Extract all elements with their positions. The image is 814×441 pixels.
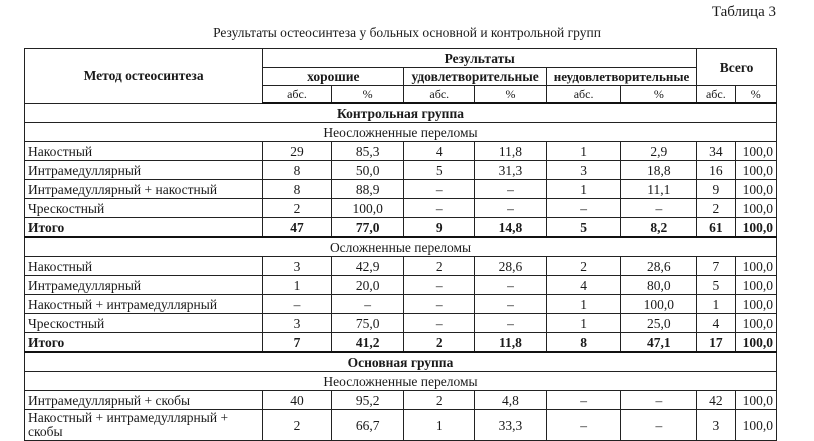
cell-total-pct: 100,0 (735, 161, 776, 180)
cell-total-abs: 7 (697, 257, 735, 276)
cell-satisfactory-pct: – (475, 295, 547, 314)
cell-total-abs: 4 (697, 314, 735, 333)
cell-satisfactory-pct: 11,8 (475, 333, 547, 353)
header-abs: абс. (697, 86, 735, 104)
cell-unsatisfactory-abs: 8 (546, 333, 621, 353)
table-row (25, 142, 777, 161)
cell-good-abs: 47 (263, 218, 332, 238)
cell-total-abs: 5 (697, 276, 735, 295)
cell-unsatisfactory-abs: 1 (546, 142, 621, 161)
cell-total-abs: 2 (697, 199, 735, 218)
cell-unsatisfactory-pct: 25,0 (621, 314, 697, 333)
cell-good-pct: 88,9 (331, 180, 404, 199)
cell-satisfactory-abs: 1 (404, 410, 475, 441)
cell-satisfactory-pct: 31,3 (475, 161, 547, 180)
cell-good-abs: 29 (263, 142, 332, 161)
cell-good-pct: 100,0 (331, 199, 404, 218)
header-abs: абс. (263, 86, 332, 104)
cell-good-abs: 8 (263, 180, 332, 199)
cell-method: Итого (25, 333, 263, 353)
cell-good-pct: 85,3 (331, 142, 404, 161)
table-row (25, 391, 777, 410)
cell-good-pct: 66,7 (331, 410, 404, 441)
cell-satisfactory-abs: 2 (404, 257, 475, 276)
cell-total-pct: 100,0 (735, 142, 776, 161)
cell-unsatisfactory-pct: 47,1 (621, 333, 697, 353)
cell-total-pct: 100,0 (735, 314, 776, 333)
cell-satisfactory-pct: 28,6 (475, 257, 547, 276)
cell-satisfactory-abs: 9 (404, 218, 475, 238)
header-method: Метод остеосинтеза (25, 49, 263, 104)
cell-total-abs: 61 (697, 218, 735, 238)
total-row (25, 333, 777, 353)
cell-method: Чрескостный (25, 199, 263, 218)
cell-good-pct: 20,0 (331, 276, 404, 295)
cell-good-pct: 41,2 (331, 333, 404, 353)
section-main: Основная группа (25, 352, 777, 372)
cell-good-abs: 7 (263, 333, 332, 353)
cell-good-pct: 95,2 (331, 391, 404, 410)
header-abs: абс. (404, 86, 475, 104)
cell-total-abs: 9 (697, 180, 735, 199)
cell-unsatisfactory-abs: – (546, 410, 621, 441)
cell-unsatisfactory-abs: 3 (546, 161, 621, 180)
cell-satisfactory-abs: – (404, 199, 475, 218)
header-good: хорошие (263, 68, 404, 86)
cell-total-pct: 100,0 (735, 257, 776, 276)
cell-total-pct: 100,0 (735, 276, 776, 295)
cell-unsatisfactory-abs: 2 (546, 257, 621, 276)
cell-total-abs: 3 (697, 410, 735, 441)
table-caption: Результаты остеосинтеза у больных основной и контрольной групп (213, 25, 601, 40)
table-number: Таблица 3 (711, 4, 776, 20)
cell-method: Интрамедуллярный (25, 161, 263, 180)
cell-method: Итого (25, 218, 263, 238)
header-abs: абс. (546, 86, 621, 104)
total-row (25, 218, 777, 238)
cell-unsatisfactory-abs: – (546, 391, 621, 410)
cell-good-abs: 3 (263, 314, 332, 333)
cell-good-abs: 2 (263, 199, 332, 218)
cell-total-pct: 100,0 (735, 218, 776, 238)
cell-method: Накостный + интрамедуллярный (25, 295, 263, 314)
cell-total-pct: 100,0 (735, 410, 776, 441)
header-total: Всего (697, 49, 777, 86)
header-unsatisfactory: неудовлетворительные (546, 68, 696, 86)
section-uncomplicated: Неосложненные переломы (25, 123, 777, 142)
cell-total-abs: 16 (697, 161, 735, 180)
cell-total-pct: 100,0 (735, 333, 776, 353)
cell-total-pct: 100,0 (735, 295, 776, 314)
cell-satisfactory-pct: – (475, 199, 547, 218)
table-row (25, 295, 777, 314)
cell-unsatisfactory-pct: – (621, 199, 697, 218)
cell-unsatisfactory-pct: – (621, 391, 697, 410)
cell-method: Чрескостный (25, 314, 263, 333)
cell-total-abs: 34 (697, 142, 735, 161)
header-results: Результаты (263, 49, 697, 68)
cell-satisfactory-abs: 2 (404, 391, 475, 410)
header-pct: % (621, 86, 697, 104)
cell-satisfactory-abs: – (404, 180, 475, 199)
cell-unsatisfactory-pct: 80,0 (621, 276, 697, 295)
results-table (24, 48, 777, 441)
cell-satisfactory-pct: 33,3 (475, 410, 547, 441)
cell-satisfactory-pct: 11,8 (475, 142, 547, 161)
table-row (25, 410, 777, 441)
cell-unsatisfactory-abs: 1 (546, 295, 621, 314)
cell-total-abs: 1 (697, 295, 735, 314)
cell-method: Накостный (25, 257, 263, 276)
cell-good-abs: 8 (263, 161, 332, 180)
cell-unsatisfactory-pct: 100,0 (621, 295, 697, 314)
cell-good-pct: 50,0 (331, 161, 404, 180)
cell-total-pct: 100,0 (735, 180, 776, 199)
cell-good-pct: – (331, 295, 404, 314)
cell-unsatisfactory-pct: 18,8 (621, 161, 697, 180)
table-row (25, 314, 777, 333)
cell-good-pct: 77,0 (331, 218, 404, 238)
cell-method: Интрамедуллярный + накостный (25, 180, 263, 199)
cell-satisfactory-abs: – (404, 314, 475, 333)
cell-good-abs: – (263, 295, 332, 314)
cell-total-abs: 42 (697, 391, 735, 410)
cell-satisfactory-abs: 4 (404, 142, 475, 161)
cell-method: Интрамедуллярный + скобы (25, 391, 263, 410)
header-pct: % (475, 86, 547, 104)
cell-good-abs: 1 (263, 276, 332, 295)
cell-good-abs: 2 (263, 410, 332, 441)
table-row (25, 161, 777, 180)
cell-unsatisfactory-pct: 11,1 (621, 180, 697, 199)
cell-unsatisfactory-pct: 28,6 (621, 257, 697, 276)
cell-satisfactory-pct: 14,8 (475, 218, 547, 238)
cell-unsatisfactory-abs: 4 (546, 276, 621, 295)
cell-unsatisfactory-pct: – (621, 410, 697, 441)
section-complicated: Осложненные переломы (25, 237, 777, 257)
cell-satisfactory-pct: 4,8 (475, 391, 547, 410)
cell-unsatisfactory-abs: 1 (546, 180, 621, 199)
cell-satisfactory-abs: 5 (404, 161, 475, 180)
cell-unsatisfactory-pct: 8,2 (621, 218, 697, 238)
cell-satisfactory-abs: – (404, 276, 475, 295)
cell-total-abs: 17 (697, 333, 735, 353)
header-pct: % (735, 86, 776, 104)
cell-satisfactory-abs: 2 (404, 333, 475, 353)
table-row (25, 257, 777, 276)
cell-unsatisfactory-abs: 5 (546, 218, 621, 238)
cell-good-abs: 40 (263, 391, 332, 410)
cell-method: Накостный (25, 142, 263, 161)
header-satisfactory: удовлетворительные (404, 68, 546, 86)
cell-total-pct: 100,0 (735, 391, 776, 410)
cell-good-pct: 75,0 (331, 314, 404, 333)
table-row (25, 199, 777, 218)
cell-unsatisfactory-abs: 1 (546, 314, 621, 333)
cell-satisfactory-pct: – (475, 314, 547, 333)
table-row (25, 180, 777, 199)
cell-unsatisfactory-abs: – (546, 199, 621, 218)
section-uncomplicated: Неосложненные переломы (25, 372, 777, 391)
cell-satisfactory-pct: – (475, 276, 547, 295)
cell-unsatisfactory-pct: 2,9 (621, 142, 697, 161)
cell-satisfactory-abs: – (404, 295, 475, 314)
header-pct: % (331, 86, 404, 104)
cell-total-pct: 100,0 (735, 199, 776, 218)
section-control: Контрольная группа (25, 103, 777, 123)
cell-good-abs: 3 (263, 257, 332, 276)
table-row (25, 276, 777, 295)
cell-method: Накостный + интрамедуллярный + скобы (25, 410, 263, 441)
cell-good-pct: 42,9 (331, 257, 404, 276)
cell-method: Интрамедуллярный (25, 276, 263, 295)
cell-satisfactory-pct: – (475, 180, 547, 199)
